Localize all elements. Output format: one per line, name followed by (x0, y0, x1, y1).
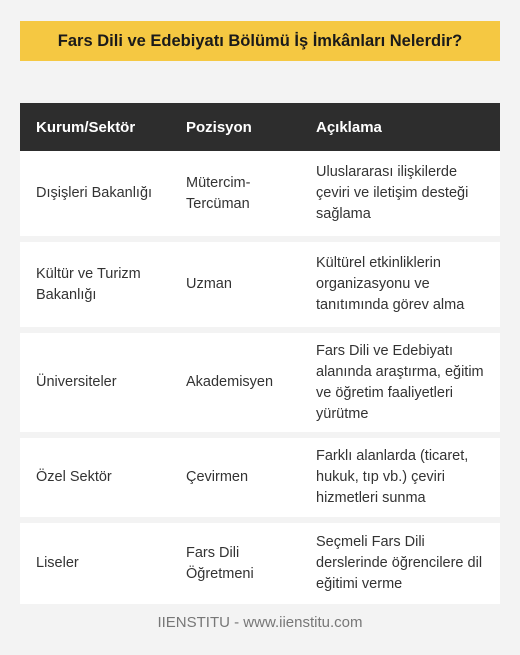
title-banner (20, 21, 500, 61)
table-row (20, 517, 500, 604)
table-row (20, 236, 500, 327)
cell-institution: Özel Sektör (20, 432, 170, 517)
header-row (20, 103, 500, 151)
table-row (20, 327, 500, 432)
cell-description: Uluslararası ilişkilerde çeviri ve iletişim desteği sağlama (302, 151, 500, 236)
cell-description: Seçmeli Fars Dili derslerinde öğrencilere dil eğitimi verme (302, 517, 500, 604)
cell-description: Farklı alanlarda (ticaret, hukuk, tıp vb.) çeviri hizmetleri sunma (302, 432, 500, 517)
cell-position: Çevirmen (170, 432, 302, 517)
cell-position: Fars Dili Öğretmeni (170, 517, 302, 604)
cell-institution: Dışişleri Bakanlığı (20, 151, 170, 236)
header-description: Açıklama (302, 103, 500, 151)
cell-institution: Liseler (20, 517, 170, 604)
header-position: Pozisyon (170, 103, 302, 151)
table-row (20, 151, 500, 236)
table-header (20, 103, 500, 151)
page-title: Fars Dili ve Edebiyatı Bölümü İş İmkânları Nelerdir? (57, 31, 463, 50)
table-body (20, 151, 500, 604)
cell-position: Akademisyen (170, 327, 302, 432)
cell-description: Fars Dili ve Edebiyatı alanında araştırma, eğitim ve öğretim faaliyetleri yürütme (302, 327, 500, 432)
cell-position: Mütercim-Tercüman (170, 151, 302, 236)
footer-credit: IIENSTITU - www.iienstitu.com (157, 614, 363, 631)
jobs-table-container (20, 103, 500, 604)
header-institution: Kurum/Sektör (20, 103, 170, 151)
table-row (20, 432, 500, 517)
cell-institution: Kültür ve Turizm Bakanlığı (20, 236, 170, 327)
cell-institution: Üniversiteler (20, 327, 170, 432)
cell-position: Uzman (170, 236, 302, 327)
cell-description: Kültürel etkinliklerin organizasyonu ve tanıtımında görev alma (302, 236, 500, 327)
jobs-table (20, 103, 500, 604)
